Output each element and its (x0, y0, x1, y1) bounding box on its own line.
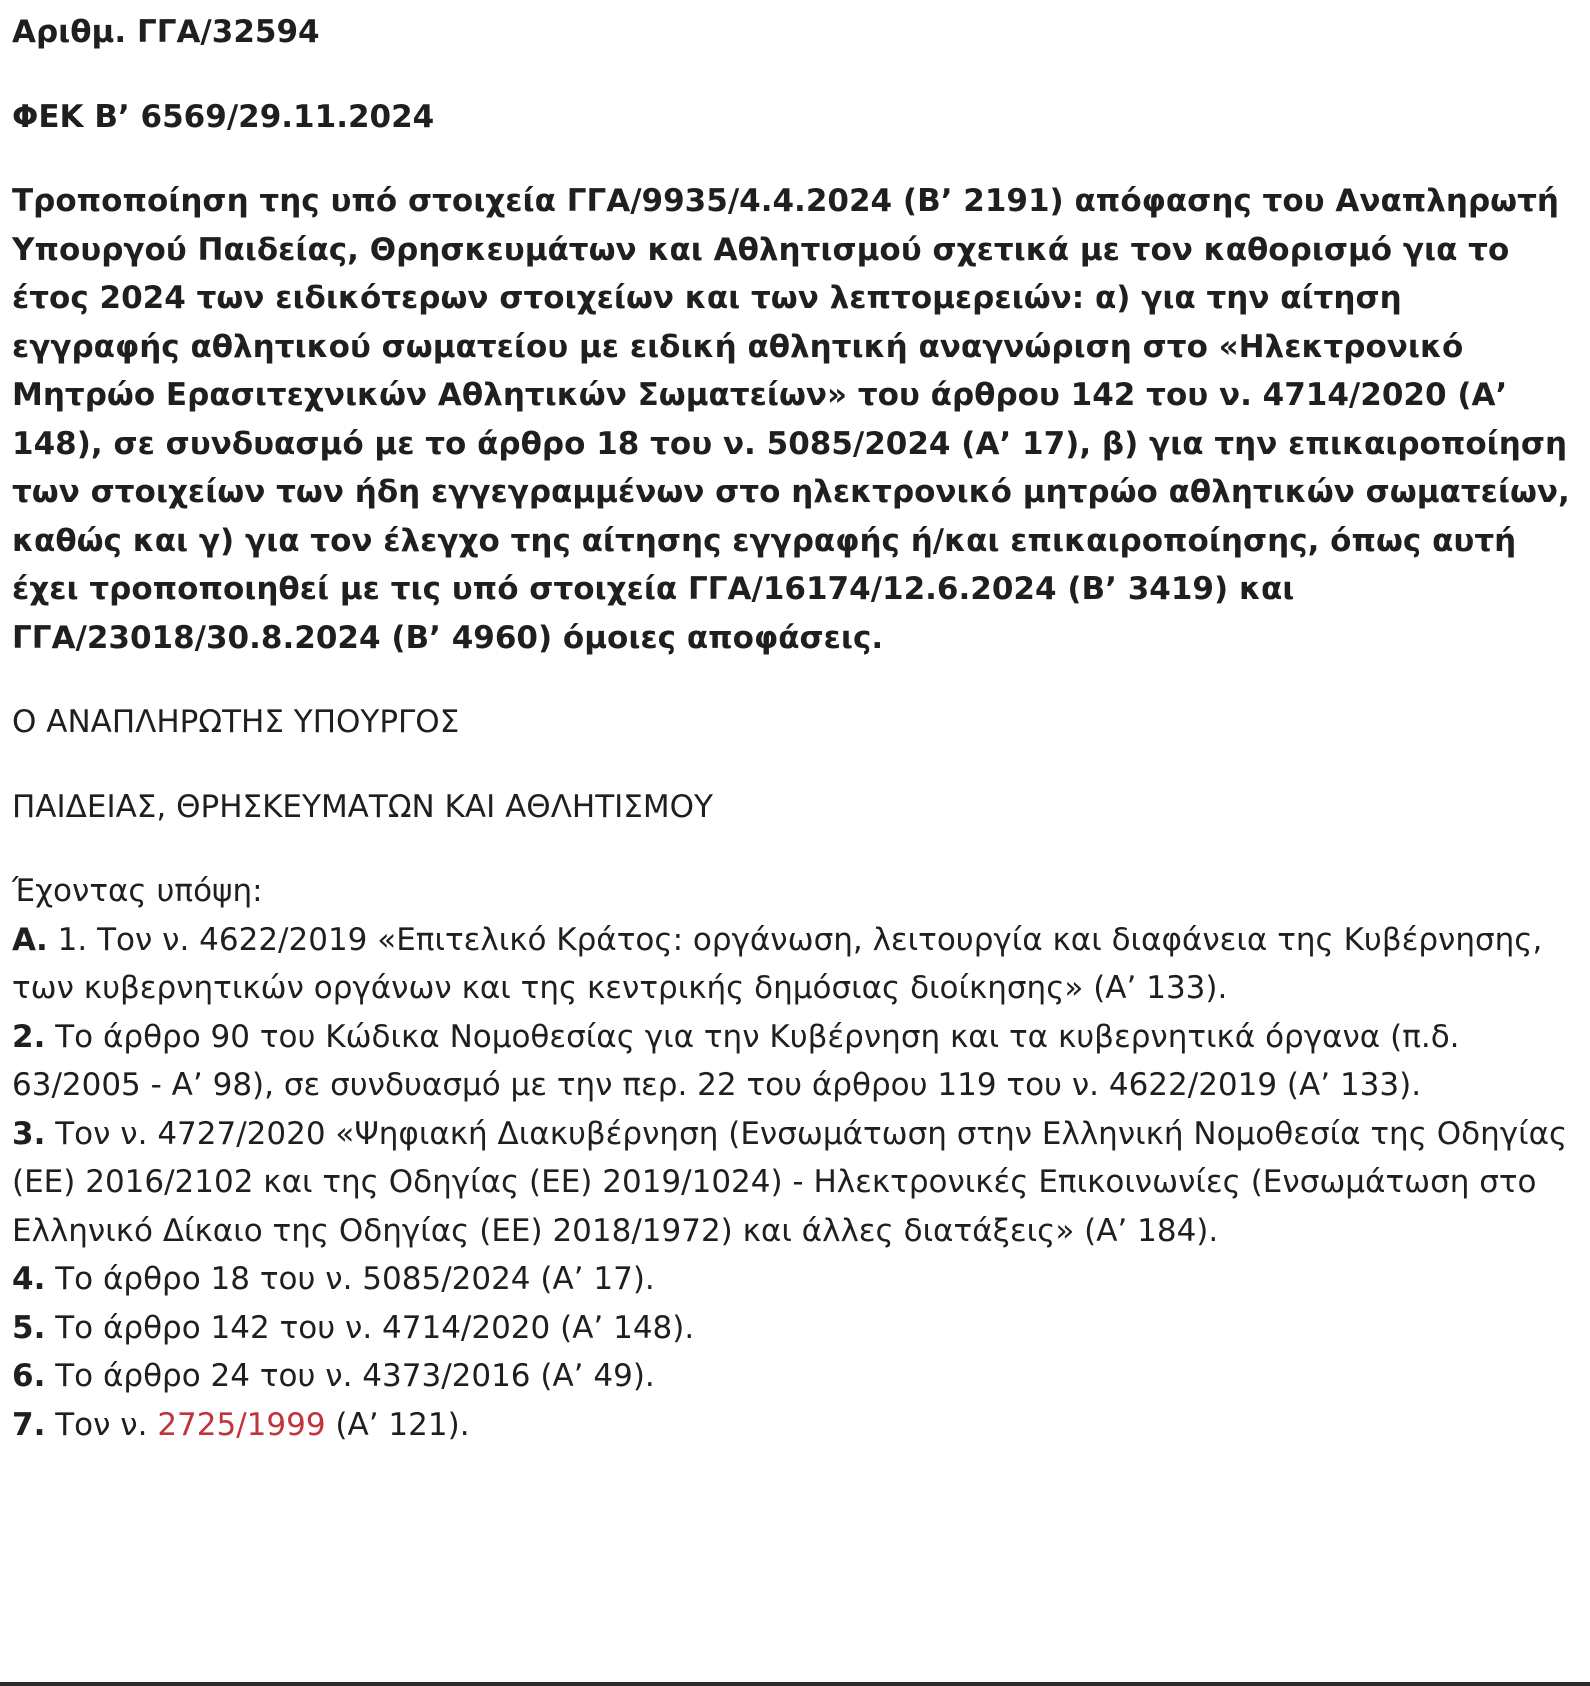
bottom-divider (0, 1682, 1590, 1686)
item-label: Α. (12, 921, 48, 958)
item-label: 5. (12, 1309, 46, 1346)
list-item (12, 1352, 1580, 1401)
item-text: 1. Τον ν. 4622/2019 «Επιτελικό Κράτος: οργάνωση, λειτουργία και διαφάνεια της Κυβέρνησης, των κυβερνητικών οργάνων και της κεντρικής δημόσιας διοίκησης» (Α’ 133). (12, 921, 1543, 1006)
list-item (12, 1013, 1580, 1110)
gazette-reference: ΦΕΚ Β’ 6569/29.11.2024 (12, 98, 435, 135)
law-link[interactable]: 2725/1999 (157, 1406, 326, 1443)
item-label: 3. (12, 1115, 46, 1152)
item-text: Το άρθρο 142 του ν. 4714/2020 (Α’ 148). (55, 1309, 695, 1346)
decision-title: Τροποποίηση της υπό στοιχεία ΓΓΑ/9935/4.4.2024 (Β’ 2191) απόφασης του Αναπληρωτή Υπουργού Παιδείας, Θρησκευμάτων και Αθλητισμού σχετικά με τον καθορισμό για το έτος 2024 των ειδικότερων στοιχείων και των λεπτομερειών: α) για την αίτηση εγγραφής αθλητικού σωματείου με ειδική αθλητική αναγνώριση στο «Ηλεκτρονικό Μητρώο Ερασιτεχνικών Αθλητικών Σωματείων» του άρθρου 142 του ν. 4714/2020 (Α’ 148), σε συνδυασμό με το άρθρο 18 του ν. 5085/2024 (Α’ 17), β) για την επικαιροποίηση των στοιχείων των ήδη εγγεγραμμένων στο ηλεκτρονικό μητρώο αθλητικών σωματείων, καθώς και γ) για τον έλεγχο της αίτησης εγγραφής ή/και επικαιροποίησης, όπως αυτή έχει τροποποιηθεί με τις υπό στοιχεία ΓΓΑ/16174/12.6.2024 (Β’ 3419) και ΓΓΑ/23018/30.8.2024 (Β’ 4960) όμοιες αποφάσεις. (12, 183, 1570, 656)
item-label: 6. (12, 1358, 46, 1394)
item-text: Το άρθρο 18 του ν. 5085/2024 (Α’ 17). (55, 1261, 655, 1297)
item-text-prefix: Τον ν. (55, 1406, 148, 1443)
item-text: Το άρθρο 24 του ν. 4373/2016 (Α’ 49). (55, 1358, 655, 1394)
item-label: 2. (12, 1018, 46, 1055)
list-item (12, 1304, 1580, 1353)
item-label: 7. (12, 1406, 46, 1443)
document-body (12, 8, 1580, 1449)
item-label: 4. (12, 1261, 46, 1297)
item-text-suffix: (Α’ 121). (335, 1406, 470, 1443)
considering-heading: Έχοντας υπόψη: (12, 873, 263, 909)
minister-title-line2: ΠΑΙΔΕΙΑΣ, ΘΡΗΣΚΕΥΜΑΤΩΝ ΚΑΙ ΑΘΛΗΤΙΣΜΟΥ (12, 788, 713, 825)
item-text: Το άρθρο 90 του Κώδικα Νομοθεσίας για την Κυβέρνηση και τα κυβερνητικά όργανα (π.δ. 63/2005 - Α’ 98), σε συνδυασμό με την περ. 22 του άρθρου 119 του ν. 4622/2019 (Α’ 133). (12, 1018, 1460, 1103)
list-item (12, 1255, 1580, 1304)
list-item (12, 916, 1580, 1013)
item-text: Τον ν. 4727/2020 «Ψηφιακή Διακυβέρνηση (Ενσωμάτωση στην Ελληνική Νομοθεσία της Οδηγίας (ΕΕ) 2016/2102 και της Οδηγίας (ΕΕ) 2019/1024) - Ηλεκτρονικές Επικοινωνίες (Ενσωμάτωση στο Ελληνικό Δίκαιο της Οδηγίας (ΕΕ) 2018/1972) και άλλες διατάξεις» (Α’ 184). (12, 1115, 1568, 1249)
minister-title-line1: Ο ΑΝΑΠΛΗΡΩΤΗΣ ΥΠΟΥΡΓΟΣ (12, 704, 460, 740)
list-item (12, 1401, 1580, 1450)
decision-number: Αριθμ. ΓΓΑ/32594 (12, 14, 320, 50)
list-item (12, 1110, 1580, 1256)
